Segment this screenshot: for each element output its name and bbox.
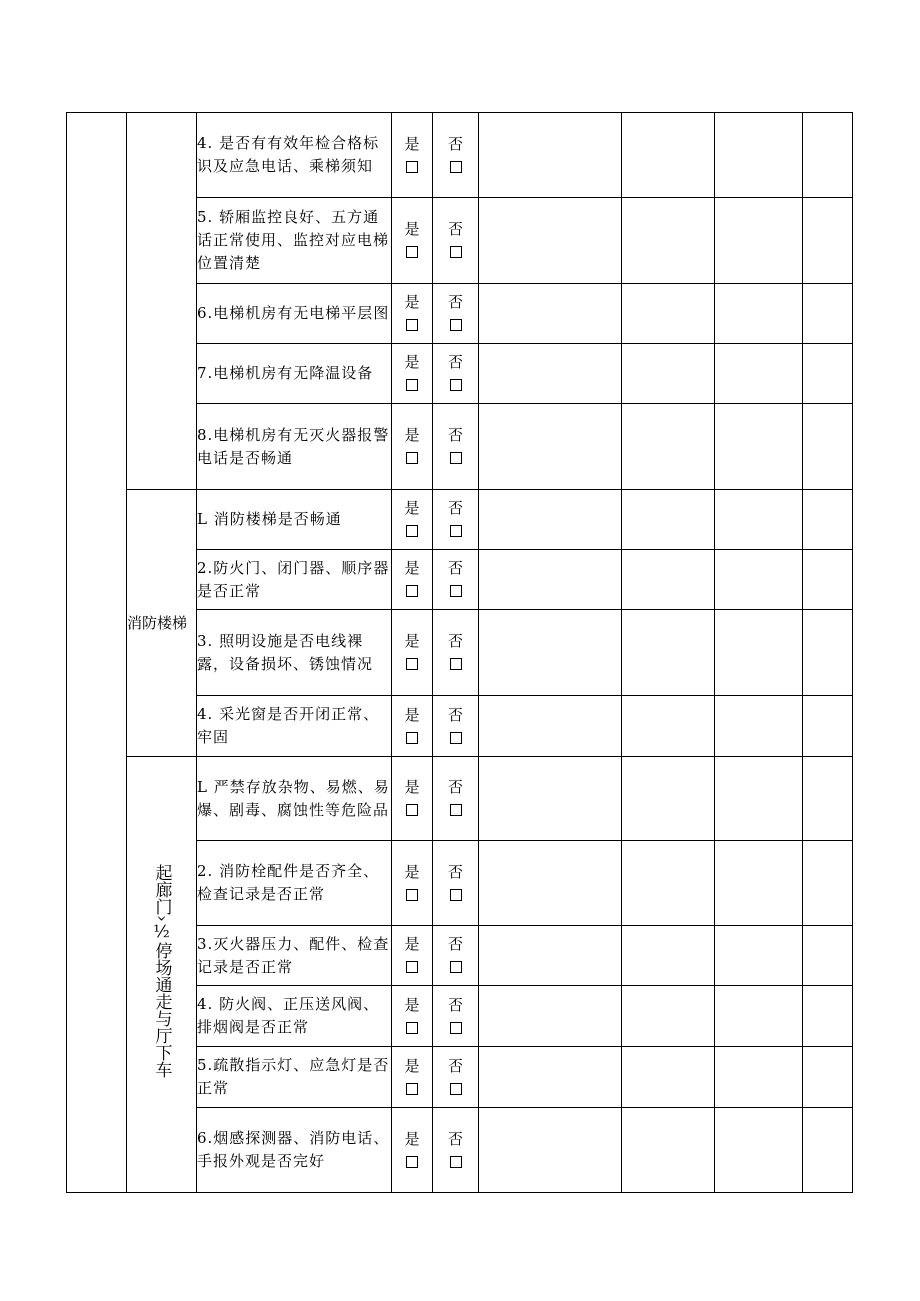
blank-cell[interactable] — [622, 198, 715, 284]
empty-checkbox-icon[interactable] — [450, 889, 462, 901]
no-cell[interactable] — [433, 696, 479, 757]
item-cell — [197, 696, 392, 757]
yes-label: 是 — [404, 499, 420, 517]
yes-cell[interactable] — [392, 926, 433, 986]
blank-cell[interactable] — [715, 1108, 803, 1193]
no-label: 否 — [447, 559, 463, 577]
item-cell — [197, 113, 392, 198]
no-cell[interactable] — [433, 113, 479, 198]
no-cell[interactable] — [433, 344, 479, 404]
item-cell — [197, 757, 392, 841]
blank-cell[interactable] — [622, 986, 715, 1047]
empty-checkbox-icon[interactable] — [406, 585, 418, 597]
empty-checkbox-icon[interactable] — [450, 525, 462, 537]
yes-cell[interactable] — [392, 1108, 433, 1193]
yes-cell[interactable] — [392, 757, 433, 841]
yes-label: 是 — [404, 862, 420, 881]
item-text: 8.电梯机房有无灭火器报警电话是否畅通 — [197, 425, 390, 467]
blank-cell[interactable] — [803, 550, 853, 610]
blank-cell[interactable] — [715, 926, 803, 986]
item-cell — [197, 490, 392, 550]
blank-cell[interactable] — [622, 1108, 715, 1193]
empty-checkbox-icon[interactable] — [406, 452, 418, 464]
blank-cell[interactable] — [479, 490, 622, 550]
blank-cell[interactable] — [479, 610, 622, 696]
inspection-table — [66, 112, 853, 1193]
yes-label: 是 — [404, 220, 420, 238]
yes-label: 是 — [404, 632, 420, 650]
table-row — [67, 757, 853, 841]
no-label: 否 — [447, 426, 463, 444]
blank-cell[interactable] — [803, 926, 853, 986]
yes-cell[interactable] — [392, 284, 433, 344]
empty-checkbox-icon[interactable] — [450, 658, 462, 670]
blank-cell[interactable] — [622, 610, 715, 696]
no-cell[interactable] — [433, 926, 479, 986]
item-text: L 消防楼梯是否畅通 — [197, 510, 342, 528]
empty-checkbox-icon[interactable] — [450, 246, 462, 258]
blank-cell[interactable] — [715, 1047, 803, 1108]
empty-checkbox-icon[interactable] — [450, 961, 462, 973]
blank-cell[interactable] — [622, 841, 715, 926]
empty-checkbox-icon[interactable] — [406, 961, 418, 973]
blank-cell[interactable] — [715, 696, 803, 757]
table-row — [67, 490, 853, 550]
yes-label: 是 — [404, 293, 420, 311]
blank-cell[interactable] — [622, 1047, 715, 1108]
empty-checkbox-icon[interactable] — [450, 732, 462, 744]
yes-label: 是 — [404, 935, 420, 953]
yes-label: 是 — [404, 995, 420, 1014]
empty-checkbox-icon[interactable] — [450, 452, 462, 464]
blank-cell[interactable] — [479, 926, 622, 986]
blank-cell[interactable] — [622, 344, 715, 404]
blank-cell[interactable] — [622, 284, 715, 344]
blank-cell[interactable] — [622, 490, 715, 550]
blank-cell[interactable] — [479, 198, 622, 284]
empty-checkbox-icon[interactable] — [406, 1022, 418, 1034]
blank-cell[interactable] — [479, 986, 622, 1047]
item-text: 5.疏散指示灯、应急灯是否正常 — [197, 1056, 390, 1097]
empty-checkbox-icon[interactable] — [406, 161, 418, 173]
blank-cell[interactable] — [715, 490, 803, 550]
no-label: 否 — [447, 353, 463, 371]
yes-cell[interactable] — [392, 490, 433, 550]
blank-cell[interactable] — [622, 113, 715, 198]
blank-cell[interactable] — [715, 550, 803, 610]
blank-cell[interactable] — [803, 1047, 853, 1108]
item-text: 4. 采光窗是否开闭正常、牢固 — [197, 705, 380, 746]
blank-cell[interactable] — [479, 1047, 622, 1108]
no-cell[interactable] — [433, 757, 479, 841]
no-label: 否 — [447, 1129, 463, 1148]
blank-cell[interactable] — [622, 550, 715, 610]
yes-label: 是 — [404, 705, 420, 724]
item-cell — [197, 841, 392, 926]
outer-category-cell — [67, 113, 127, 1193]
empty-checkbox-icon[interactable] — [406, 379, 418, 391]
blank-cell[interactable] — [803, 344, 853, 404]
no-label: 否 — [447, 632, 463, 650]
empty-checkbox-icon[interactable] — [450, 319, 462, 331]
blank-cell[interactable] — [715, 284, 803, 344]
category-cell — [127, 113, 197, 490]
yes-label: 是 — [404, 1056, 420, 1075]
item-text: 2. 消防栓配件是否齐全、检查记录是否正常 — [197, 862, 380, 903]
no-label: 否 — [447, 705, 463, 724]
blank-cell[interactable] — [479, 1108, 622, 1193]
item-text: 3.灭火器压力、配件、检查记录是否正常 — [197, 934, 390, 976]
yes-label: 是 — [404, 353, 420, 371]
item-cell — [197, 1108, 392, 1193]
blank-cell[interactable] — [715, 841, 803, 926]
blank-cell[interactable] — [479, 841, 622, 926]
category-label: 消防楼梯 — [127, 613, 188, 632]
blank-cell[interactable] — [715, 113, 803, 198]
yes-label: 是 — [404, 559, 420, 577]
no-label: 否 — [447, 1056, 463, 1075]
no-label: 否 — [447, 499, 463, 517]
no-cell[interactable] — [433, 550, 479, 610]
blank-cell[interactable] — [803, 757, 853, 841]
table-row — [67, 113, 853, 198]
yes-label: 是 — [404, 134, 420, 153]
item-text: L 严禁存放杂物、易燃、易爆、剧毒、腐蚀性等危险品 — [197, 777, 390, 819]
item-cell — [197, 926, 392, 986]
yes-label: 是 — [404, 426, 420, 444]
blank-cell[interactable] — [715, 757, 803, 841]
blank-cell[interactable] — [803, 198, 853, 284]
yes-label: 是 — [404, 1129, 420, 1148]
item-text: 2.防火门、闭门器、顺序器是否正常 — [197, 558, 390, 600]
empty-checkbox-icon[interactable] — [406, 525, 418, 537]
item-cell — [197, 284, 392, 344]
category-cell — [127, 490, 197, 757]
empty-checkbox-icon[interactable] — [450, 1156, 462, 1168]
item-cell — [197, 344, 392, 404]
category-label-vertical: 起廊门›½停场通走与厅下车 — [151, 864, 172, 1078]
yes-cell[interactable] — [392, 404, 433, 490]
blank-cell[interactable] — [803, 610, 853, 696]
empty-checkbox-icon[interactable] — [450, 1022, 462, 1034]
yes-cell[interactable] — [392, 550, 433, 610]
yes-cell[interactable] — [392, 113, 433, 198]
empty-checkbox-icon[interactable] — [450, 585, 462, 597]
blank-cell[interactable] — [622, 696, 715, 757]
blank-cell[interactable] — [479, 757, 622, 841]
blank-cell[interactable] — [803, 841, 853, 926]
item-cell — [197, 986, 392, 1047]
item-text: 5. 轿厢监控良好、五方通话正常使用、监控对应电梯位置清楚 — [197, 208, 390, 272]
item-cell — [197, 550, 392, 610]
blank-cell[interactable] — [715, 198, 803, 284]
empty-checkbox-icon[interactable] — [450, 1083, 462, 1095]
no-label: 否 — [447, 134, 463, 153]
blank-cell[interactable] — [803, 404, 853, 490]
item-cell — [197, 610, 392, 696]
blank-cell[interactable] — [479, 696, 622, 757]
blank-cell[interactable] — [803, 986, 853, 1047]
yes-cell[interactable] — [392, 344, 433, 404]
blank-cell[interactable] — [715, 610, 803, 696]
yes-cell[interactable] — [392, 610, 433, 696]
item-cell — [197, 404, 392, 490]
empty-checkbox-icon[interactable] — [450, 161, 462, 173]
yes-cell[interactable] — [392, 1047, 433, 1108]
empty-checkbox-icon[interactable] — [406, 658, 418, 670]
no-label: 否 — [447, 293, 463, 311]
no-cell[interactable] — [433, 404, 479, 490]
yes-cell[interactable] — [392, 696, 433, 757]
blank-cell[interactable] — [715, 986, 803, 1047]
no-label: 否 — [447, 220, 463, 238]
item-cell — [197, 198, 392, 284]
empty-checkbox-icon[interactable] — [406, 804, 418, 816]
no-cell[interactable] — [433, 490, 479, 550]
no-cell[interactable] — [433, 284, 479, 344]
blank-cell[interactable] — [803, 1108, 853, 1193]
no-cell[interactable] — [433, 198, 479, 284]
empty-checkbox-icon[interactable] — [406, 1156, 418, 1168]
item-text: 6.烟感探测器、消防电话、手报外观是否完好 — [197, 1129, 390, 1170]
no-label: 否 — [447, 862, 463, 881]
blank-cell[interactable] — [479, 113, 622, 198]
empty-checkbox-icon[interactable] — [450, 804, 462, 816]
blank-cell[interactable] — [803, 284, 853, 344]
item-text: 4. 是否有有效年检合格标识及应急电话、乘梯须知 — [197, 134, 380, 175]
blank-cell[interactable] — [479, 284, 622, 344]
blank-cell[interactable] — [803, 696, 853, 757]
yes-cell[interactable] — [392, 986, 433, 1047]
item-text: 7.电梯机房有无降温设备 — [197, 364, 374, 382]
blank-cell[interactable] — [622, 926, 715, 986]
empty-checkbox-icon[interactable] — [406, 246, 418, 258]
no-label: 否 — [447, 995, 463, 1014]
empty-checkbox-icon[interactable] — [406, 889, 418, 901]
yes-label: 是 — [404, 778, 420, 796]
empty-checkbox-icon[interactable] — [406, 319, 418, 331]
no-cell[interactable] — [433, 986, 479, 1047]
blank-cell[interactable] — [622, 404, 715, 490]
blank-cell[interactable] — [715, 404, 803, 490]
item-text: 6.电梯机房有无电梯平层图 — [197, 304, 390, 322]
blank-cell[interactable] — [622, 757, 715, 841]
no-label: 否 — [447, 778, 463, 796]
yes-cell[interactable] — [392, 198, 433, 284]
item-cell — [197, 1047, 392, 1108]
blank-cell[interactable] — [479, 344, 622, 404]
no-cell[interactable] — [433, 1108, 479, 1193]
blank-cell[interactable] — [479, 550, 622, 610]
item-text: 4. 防火阀、正压送风阀、排烟阀是否正常 — [197, 995, 380, 1036]
item-text: 3. 照明设施是否电线裸露，设备损坏、锈蚀情况 — [197, 631, 374, 673]
category-cell — [127, 757, 197, 1193]
no-cell[interactable] — [433, 1047, 479, 1108]
no-cell[interactable] — [433, 841, 479, 926]
no-cell[interactable] — [433, 610, 479, 696]
blank-cell[interactable] — [479, 404, 622, 490]
empty-checkbox-icon[interactable] — [450, 379, 462, 391]
blank-cell[interactable] — [803, 113, 853, 198]
empty-checkbox-icon[interactable] — [406, 1083, 418, 1095]
no-label: 否 — [447, 935, 463, 953]
yes-cell[interactable] — [392, 841, 433, 926]
blank-cell[interactable] — [803, 490, 853, 550]
blank-cell[interactable] — [715, 344, 803, 404]
empty-checkbox-icon[interactable] — [406, 732, 418, 744]
